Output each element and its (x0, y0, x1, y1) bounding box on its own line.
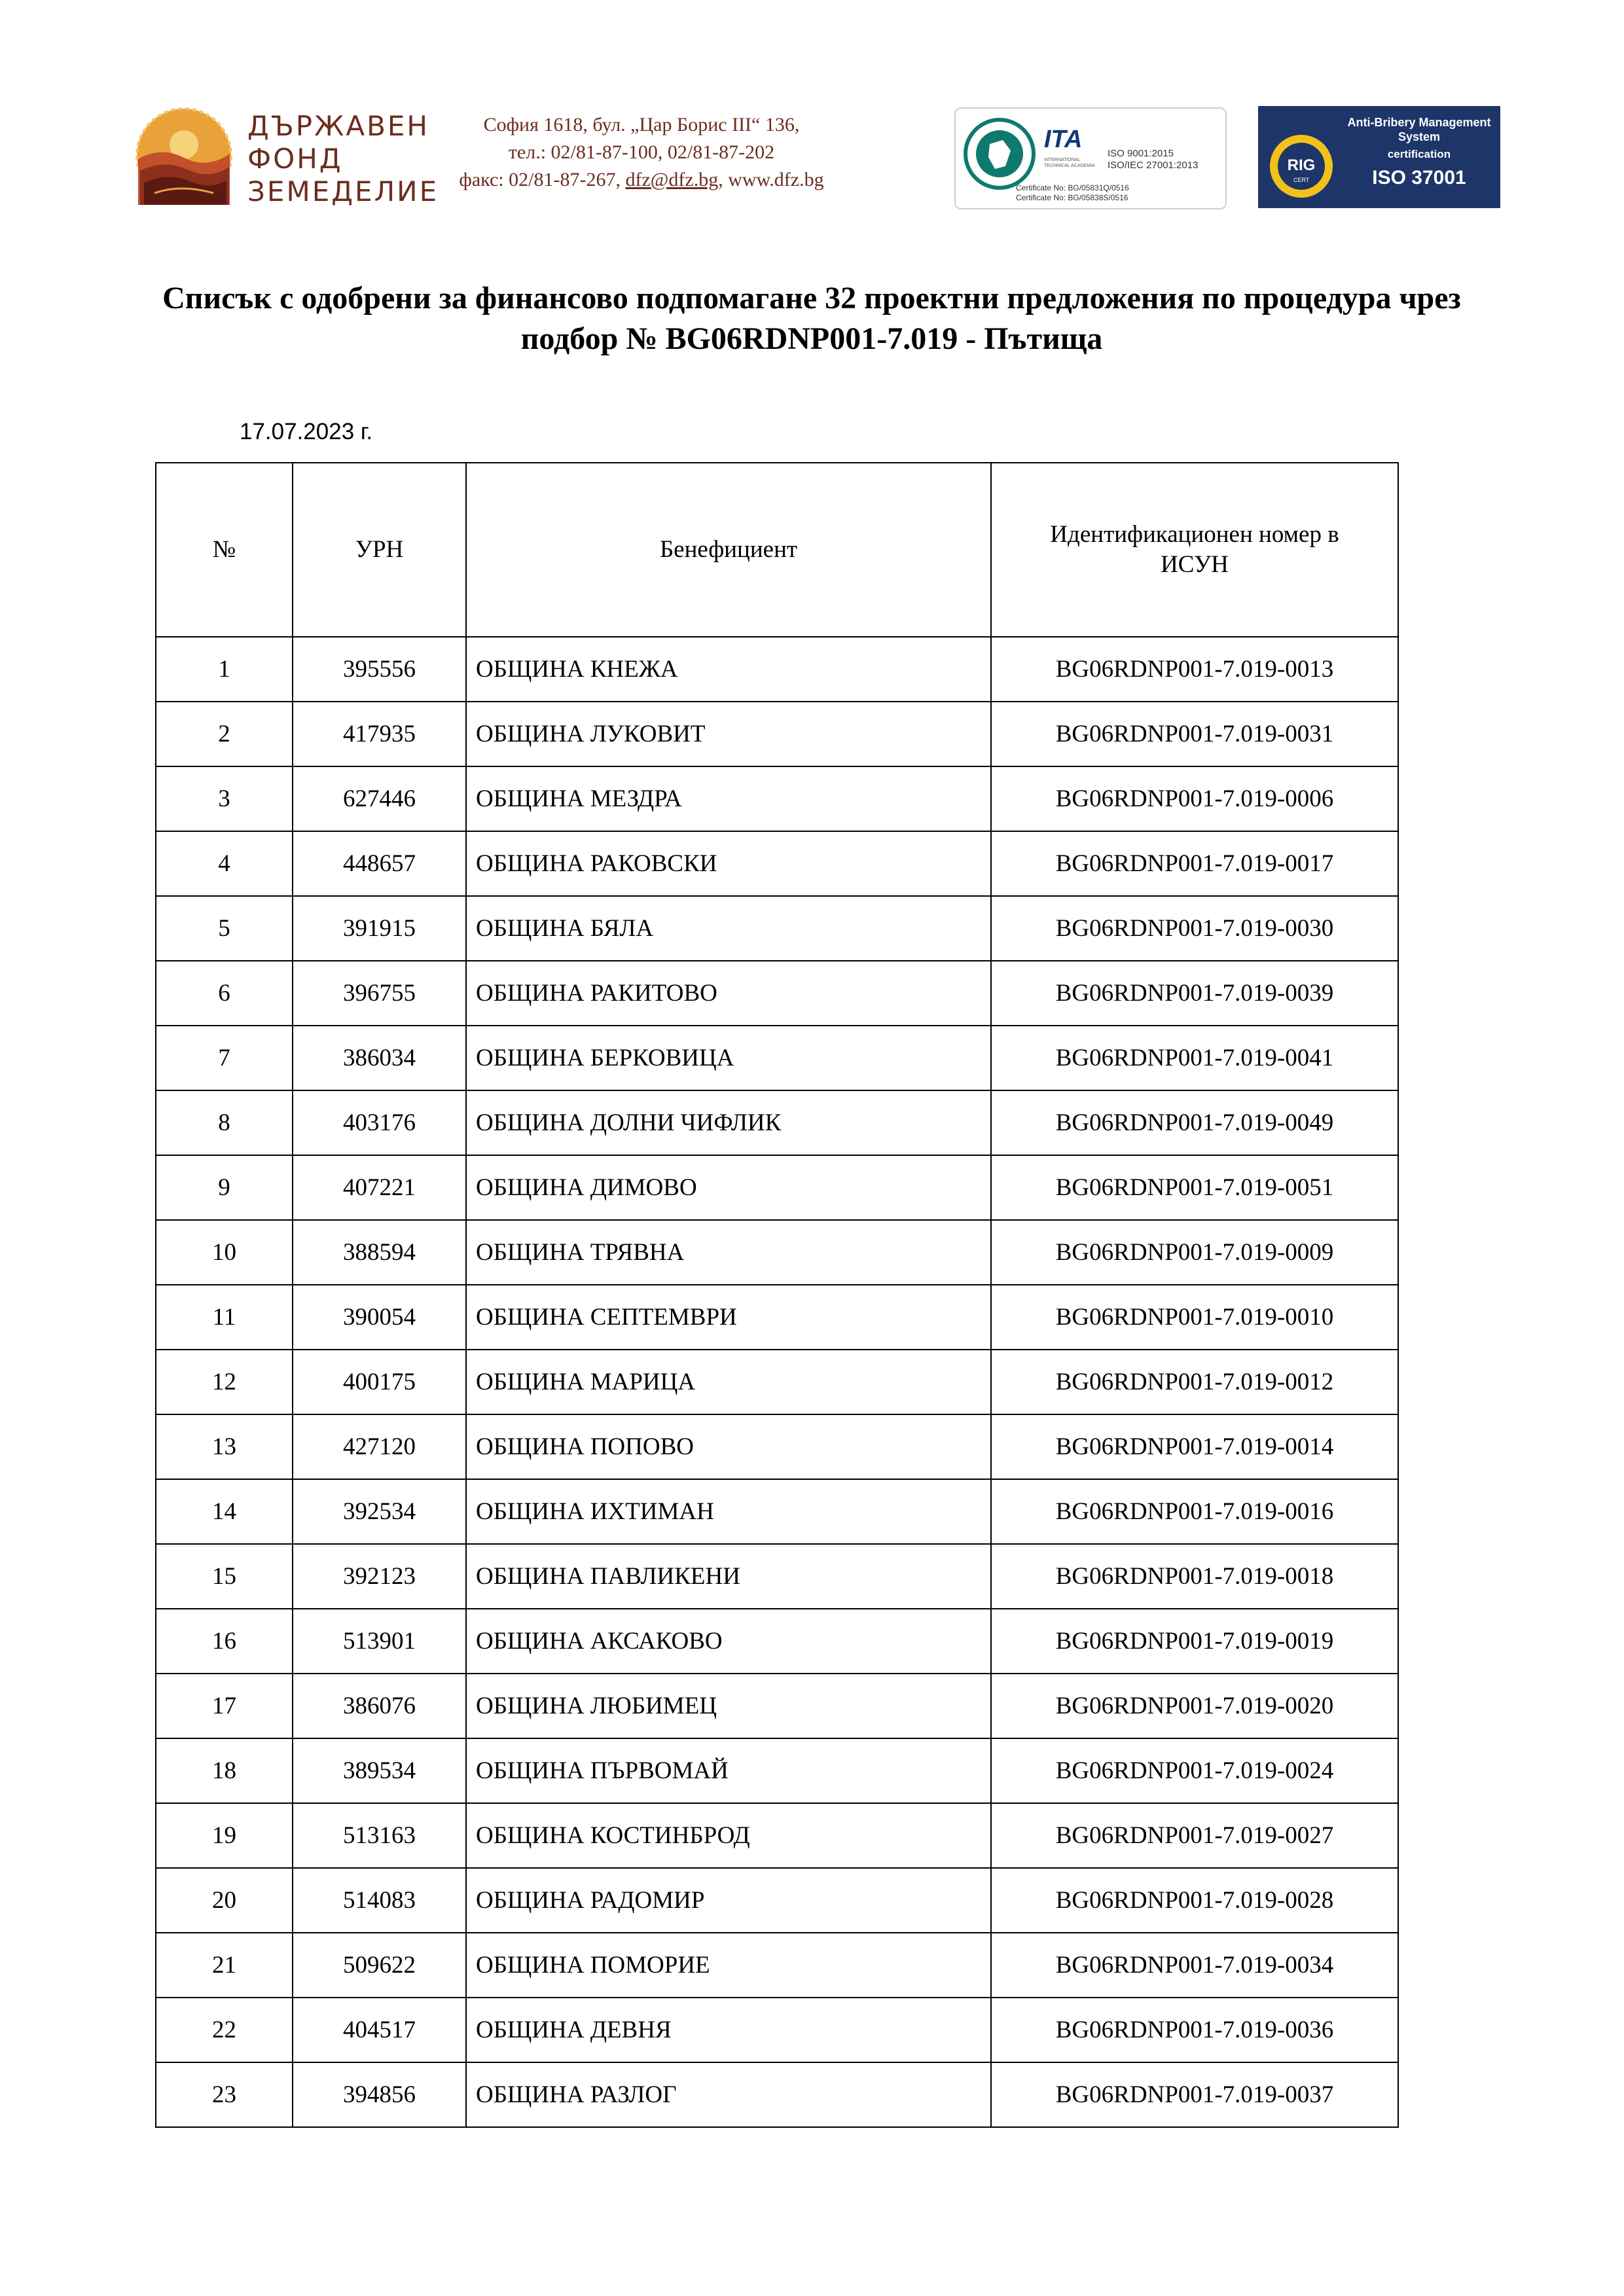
org-name-line-1: ДЪРЖАВЕН (247, 110, 430, 142)
row-number: 12 (156, 1350, 293, 1414)
table-body (156, 637, 1398, 2127)
iso-9001-27001-certificate (954, 107, 1227, 209)
fax-email-web (458, 166, 825, 194)
row-beneficiary: ОБЩИНА РАКИТОВО (466, 961, 991, 1026)
row-urn: 389534 (293, 1738, 466, 1803)
row-urn: 513163 (293, 1803, 466, 1868)
row-beneficiary: ОБЩИНА ДЕВНЯ (466, 1998, 991, 2062)
accredia-seal-icon (964, 118, 1036, 190)
row-beneficiary: ОБЩИНА РАДОМИР (466, 1868, 991, 1933)
row-number: 20 (156, 1868, 293, 1933)
row-isun-id: BG06RDNP001-7.019-0024 (991, 1738, 1398, 1803)
cert-number-2: Certificate No: BG/05838S/0516 (1016, 193, 1128, 202)
row-urn: 509622 (293, 1933, 466, 1998)
row-isun-id: BG06RDNP001-7.019-0027 (991, 1803, 1398, 1868)
document-date: 17.07.2023 г. (240, 419, 373, 444)
rig-badge-text: RIG (1287, 156, 1316, 174)
row-urn: 407221 (293, 1155, 466, 1220)
row-urn: 396755 (293, 961, 466, 1026)
row-urn: 403176 (293, 1090, 466, 1155)
row-urn: 394856 (293, 2062, 466, 2127)
row-isun-id: BG06RDNP001-7.019-0018 (991, 1544, 1398, 1609)
row-number: 7 (156, 1026, 293, 1090)
row-number: 23 (156, 2062, 293, 2127)
dfz-logo (135, 107, 233, 205)
table-row (156, 1350, 1398, 1414)
row-beneficiary: ОБЩИНА МЕЗДРА (466, 766, 991, 831)
row-number: 11 (156, 1285, 293, 1350)
row-beneficiary: ОБЩИНА КОСТИНБРОД (466, 1803, 991, 1868)
row-number: 10 (156, 1220, 293, 1285)
title-line-2: подбор № BG06RDNP001-7.019 - Пътища (520, 321, 1103, 356)
row-isun-id: BG06RDNP001-7.019-0010 (991, 1285, 1398, 1350)
row-number: 14 (156, 1479, 293, 1544)
row-isun-id: BG06RDNP001-7.019-0049 (991, 1090, 1398, 1155)
rig-cert-gear-icon (1267, 132, 1335, 200)
table-row (156, 1933, 1398, 1998)
row-isun-id: BG06RDNP001-7.019-0037 (991, 2062, 1398, 2127)
approved-projects-table (155, 462, 1399, 2128)
row-beneficiary: ОБЩИНА БЕРКОВИЦА (466, 1026, 991, 1090)
row-urn: 427120 (293, 1414, 466, 1479)
table-row (156, 1026, 1398, 1090)
row-isun-id: BG06RDNP001-7.019-0039 (991, 961, 1398, 1026)
row-urn: 417935 (293, 702, 466, 766)
row-beneficiary: ОБЩИНА РАЗЛОГ (466, 2062, 991, 2127)
table-row (156, 637, 1398, 702)
row-number: 3 (156, 766, 293, 831)
row-beneficiary: ОБЩИНА РАКОВСКИ (466, 831, 991, 896)
table-row (156, 1090, 1398, 1155)
table-row (156, 1155, 1398, 1220)
email-link[interactable]: dfz@dfz.bg (625, 169, 719, 190)
ita-brand: ITA (1044, 126, 1083, 153)
table-row (156, 831, 1398, 896)
title-line-1: Списък с одобрени за финансово подпомагане 32 проектни предложения по процедура чрез (162, 281, 1461, 315)
row-number: 18 (156, 1738, 293, 1803)
table-row (156, 766, 1398, 831)
phone: тел.: 02/81-87-100, 02/81-87-202 (508, 141, 775, 163)
table-row (156, 1285, 1398, 1350)
row-beneficiary: ОБЩИНА ДОЛНИ ЧИФЛИК (466, 1090, 991, 1155)
row-number: 13 (156, 1414, 293, 1479)
row-isun-id: BG06RDNP001-7.019-0041 (991, 1026, 1398, 1090)
table-row (156, 896, 1398, 961)
row-urn: 388594 (293, 1220, 466, 1285)
abms-title: Anti-Bribery Management System (1347, 116, 1491, 143)
row-number: 21 (156, 1933, 293, 1998)
row-urn: 395556 (293, 637, 466, 702)
row-beneficiary: ОБЩИНА БЯЛА (466, 896, 991, 961)
row-number: 4 (156, 831, 293, 896)
table-row (156, 1609, 1398, 1674)
row-urn: 386034 (293, 1026, 466, 1090)
document-title (98, 278, 1525, 359)
row-number: 2 (156, 702, 293, 766)
row-urn: 404517 (293, 1998, 466, 2062)
org-name-line-2: ФОНД (247, 143, 343, 175)
table-row (156, 961, 1398, 1026)
row-urn: 514083 (293, 1868, 466, 1933)
table-row (156, 1803, 1398, 1868)
row-urn: 391915 (293, 896, 466, 961)
row-isun-id: BG06RDNP001-7.019-0036 (991, 1998, 1398, 2062)
iso-line-2: ISO/IEC 27001:2013 (1108, 160, 1199, 171)
row-beneficiary: ОБЩИНА ПЪРВОМАЙ (466, 1738, 991, 1803)
table-header-row (156, 463, 1398, 637)
row-beneficiary: ОБЩИНА КНЕЖА (466, 637, 991, 702)
row-isun-id: BG06RDNP001-7.019-0016 (991, 1479, 1398, 1544)
header-urn: УРН (293, 463, 466, 637)
row-beneficiary: ОБЩИНА АКСАКОВО (466, 1609, 991, 1674)
rig-badge-sub: CERT (1293, 177, 1310, 183)
row-urn: 448657 (293, 831, 466, 896)
row-beneficiary: ОБЩИНА СЕПТЕМВРИ (466, 1285, 991, 1350)
table-row (156, 1738, 1398, 1803)
iso-37001-text (1342, 115, 1496, 191)
row-isun-id: BG06RDNP001-7.019-0012 (991, 1350, 1398, 1414)
row-beneficiary: ОБЩИНА ИХТИМАН (466, 1479, 991, 1544)
row-number: 6 (156, 961, 293, 1026)
cert-number-1: Certificate No: BG/05831Q/0516 (1016, 183, 1129, 192)
iso-line-1: ISO 9001:2015 (1108, 148, 1174, 159)
table-row (156, 1414, 1398, 1479)
row-beneficiary: ОБЩИНА ПОМОРИЕ (466, 1933, 991, 1998)
row-beneficiary: ОБЩИНА ПАВЛИКЕНИ (466, 1544, 991, 1609)
row-isun-id: BG06RDNP001-7.019-0028 (991, 1868, 1398, 1933)
row-number: 15 (156, 1544, 293, 1609)
row-isun-id: BG06RDNP001-7.019-0051 (991, 1155, 1398, 1220)
row-isun-id: BG06RDNP001-7.019-0014 (991, 1414, 1398, 1479)
row-isun-id: BG06RDNP001-7.019-0009 (991, 1220, 1398, 1285)
row-beneficiary: ОБЩИНА ТРЯВНА (466, 1220, 991, 1285)
row-isun-id: BG06RDNP001-7.019-0017 (991, 831, 1398, 896)
ita-subtitle: INTERNATIONAL TECHNICAL ACADEMIA (1044, 158, 1095, 168)
iso-standards (1108, 148, 1198, 171)
table-row (156, 1998, 1398, 2062)
org-name-line-3: ЗЕМЕДЕЛИЕ (247, 175, 439, 207)
row-urn: 390054 (293, 1285, 466, 1350)
row-beneficiary: ОБЩИНА ЛЮБИМЕЦ (466, 1674, 991, 1738)
row-beneficiary: ОБЩИНА МАРИЦА (466, 1350, 991, 1414)
row-number: 1 (156, 637, 293, 702)
header-isun-id: Идентификационен номер в ИСУН (991, 463, 1398, 637)
row-isun-id: BG06RDNP001-7.019-0013 (991, 637, 1398, 702)
row-urn: 627446 (293, 766, 466, 831)
row-urn: 513901 (293, 1609, 466, 1674)
header-beneficiary: Бенефициент (466, 463, 991, 637)
table-row (156, 1868, 1398, 1933)
contact-info (458, 111, 825, 194)
row-isun-id: BG06RDNP001-7.019-0019 (991, 1609, 1398, 1674)
table-row (156, 1220, 1398, 1285)
table-row (156, 1674, 1398, 1738)
row-urn: 392534 (293, 1479, 466, 1544)
row-number: 9 (156, 1155, 293, 1220)
row-number: 22 (156, 1998, 293, 2062)
website: , www.dfz.bg (718, 169, 824, 190)
table-row (156, 1544, 1398, 1609)
row-isun-id: BG06RDNP001-7.019-0020 (991, 1674, 1398, 1738)
row-urn: 386076 (293, 1674, 466, 1738)
iso-37001-certificate (1258, 106, 1500, 208)
table-row (156, 1479, 1398, 1544)
row-number: 17 (156, 1674, 293, 1738)
row-number: 8 (156, 1090, 293, 1155)
iso-37001-label: ISO 37001 (1372, 167, 1466, 188)
row-number: 5 (156, 896, 293, 961)
certificate-numbers (1016, 183, 1129, 203)
fax: факс: 02/81-87-267, (459, 169, 626, 190)
row-urn: 400175 (293, 1350, 466, 1414)
row-beneficiary: ОБЩИНА ПОПОВО (466, 1414, 991, 1479)
row-beneficiary: ОБЩИНА ДИМОВО (466, 1155, 991, 1220)
address: София 1618, бул. „Цар Борис III“ 136, (483, 114, 800, 135)
header-number: № (156, 463, 293, 637)
org-name (247, 110, 439, 208)
row-number: 19 (156, 1803, 293, 1868)
row-isun-id: BG06RDNP001-7.019-0034 (991, 1933, 1398, 1998)
row-urn: 392123 (293, 1544, 466, 1609)
row-number: 16 (156, 1609, 293, 1674)
row-isun-id: BG06RDNP001-7.019-0030 (991, 896, 1398, 961)
row-isun-id: BG06RDNP001-7.019-0031 (991, 702, 1398, 766)
row-beneficiary: ОБЩИНА ЛУКОВИТ (466, 702, 991, 766)
certification-label: certification (1387, 148, 1451, 160)
table-row (156, 702, 1398, 766)
row-isun-id: BG06RDNP001-7.019-0006 (991, 766, 1398, 831)
table-row (156, 2062, 1398, 2127)
